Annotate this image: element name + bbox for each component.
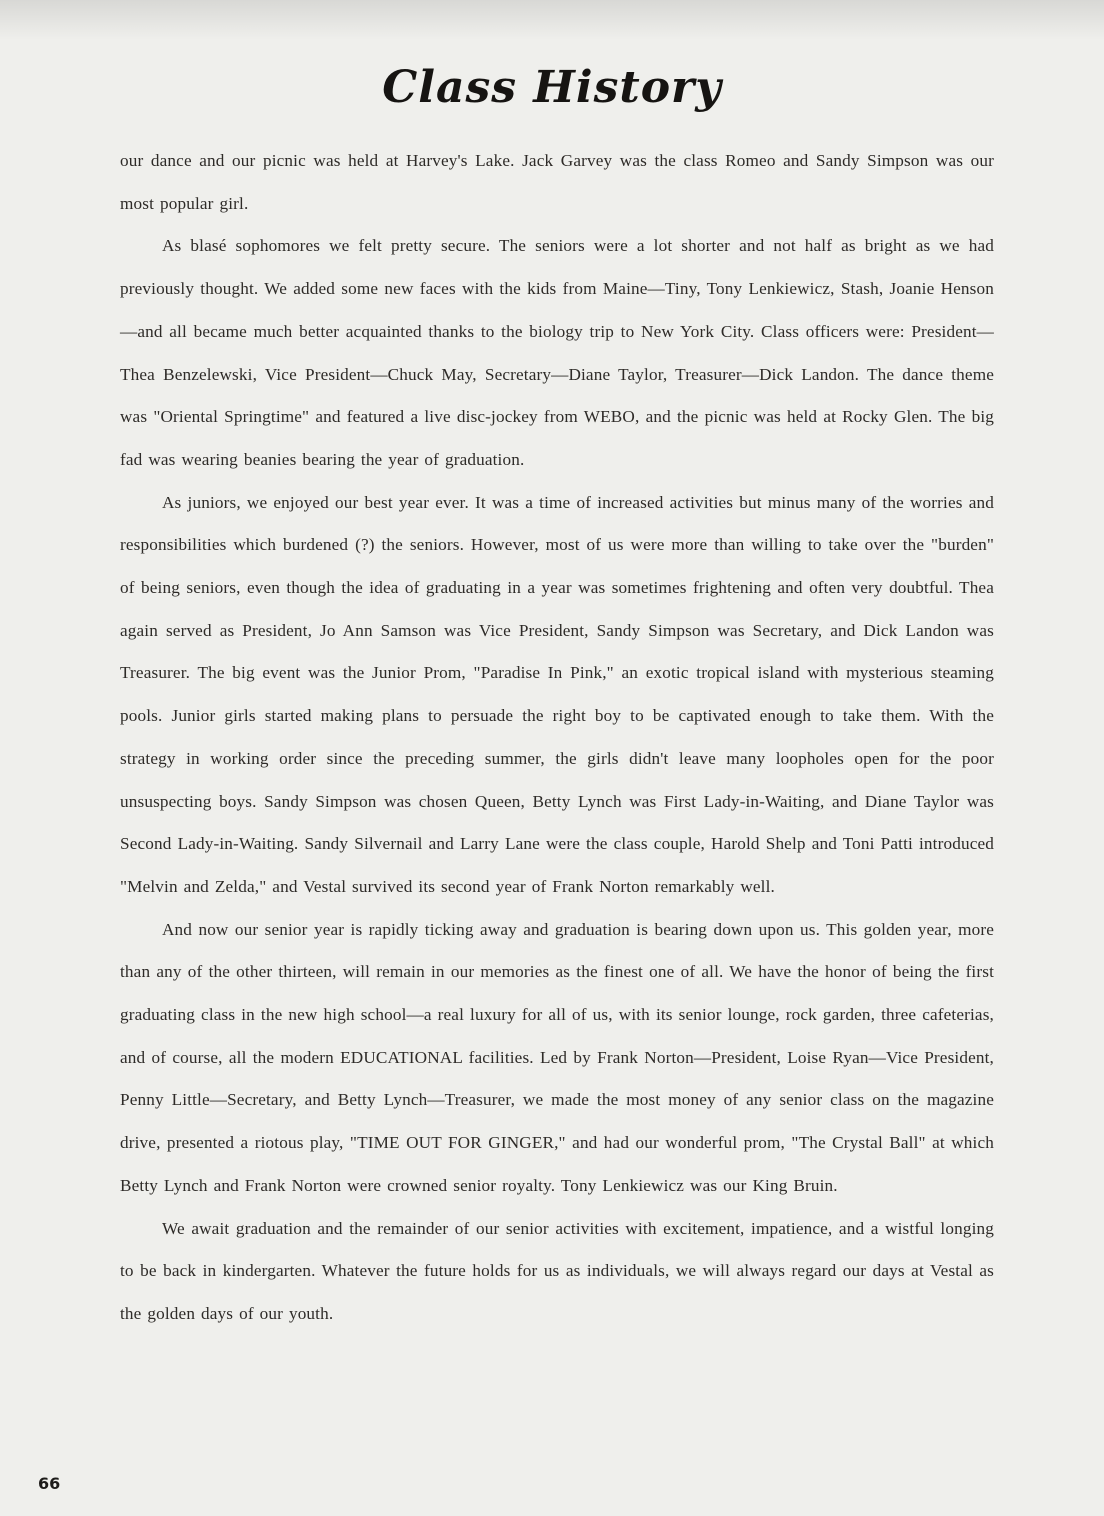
paragraph-continued: our dance and our picnic was held at Harvey's Lake. Jack Garvey was the class Romeo and Sandy Simpson was our most popular girl. bbox=[120, 151, 994, 213]
page-title: Class History bbox=[382, 62, 722, 113]
page-top-shadow bbox=[0, 0, 1104, 40]
article-body bbox=[120, 140, 994, 1336]
page-number: 66 bbox=[38, 1474, 61, 1493]
paragraph-sophomores: As blasé sophomores we felt pretty secure. The seniors were a lot shorter and not half as bright as we had previously thought. We added some new faces with the kids from Maine—Tiny, Tony Lenkiewicz, Stash, Joanie Henson—and all became much better acquainted thanks to the biology trip to New York City. Class officers were: President—Thea Benzelewski, Vice President—Chuck May, Secretary—Diane Taylor, Treasurer—Dick Landon. The dance theme was "Oriental Springtime" and featured a live disc-jockey from WEBO, and the picnic was held at Rocky Glen. The big fad was wearing beanies bearing the year of graduation. bbox=[120, 236, 994, 469]
paragraph-juniors: As juniors, we enjoyed our best year ever. It was a time of increased activities but minus many of the worries and responsibilities which burdened (?) the seniors. However, most of us were more than willing to take over the "burden" of being seniors, even though the idea of graduating in a year was sometimes frightening and often very doubtful. Thea again served as President, Jo Ann Samson was Vice President, Sandy Simpson was Secretary, and Dick Landon was Treasurer. The big event was the Junior Prom, "Paradise In Pink," an exotic tropical island with mysterious steaming pools. Junior girls started making plans to persuade the right boy to be captivated enough to take them. With the strategy in working order since the preceding summer, the girls didn't leave many loopholes open for the poor unsuspecting boys. Sandy Simpson was chosen Queen, Betty Lynch was First Lady-in-Waiting, and Diane Taylor was Second Lady-in-Waiting. Sandy Silvernail and Larry Lane were the class couple, Harold Shelp and Toni Patti introduced "Melvin and Zelda," and Vestal survived its second year of Frank Norton remarkably well. bbox=[120, 492, 994, 896]
paragraph-seniors: And now our senior year is rapidly ticking away and graduation is bearing down upon us. This golden year, more than any of the other thirteen, will remain in our memories as the finest one of all. We have the honor of being the first graduating class in the new high school—a real luxury for all of us, with its senior lounge, rock garden, three cafeterias, and of course, all the modern EDUCATIONAL facilities. Led by Frank Norton—President, Loise Ryan—Vice President, Penny Little—Secretary, and Betty Lynch—Treasurer, we made the most money of any senior class on the magazine drive, presented a riotous play, "TIME OUT FOR GINGER," and had our wonderful prom, "The Crystal Ball" at which Betty Lynch and Frank Norton were crowned senior royalty. Tony Lenkiewicz was our King Bruin. bbox=[120, 919, 994, 1195]
paragraph-closing: We await graduation and the remainder of our senior activities with excitement, impatience, and a wistful longing to be back in kindergarten. Whatever the future holds for us as individuals, we will always regard our days at Vestal as the golden days of our youth. bbox=[120, 1218, 994, 1323]
